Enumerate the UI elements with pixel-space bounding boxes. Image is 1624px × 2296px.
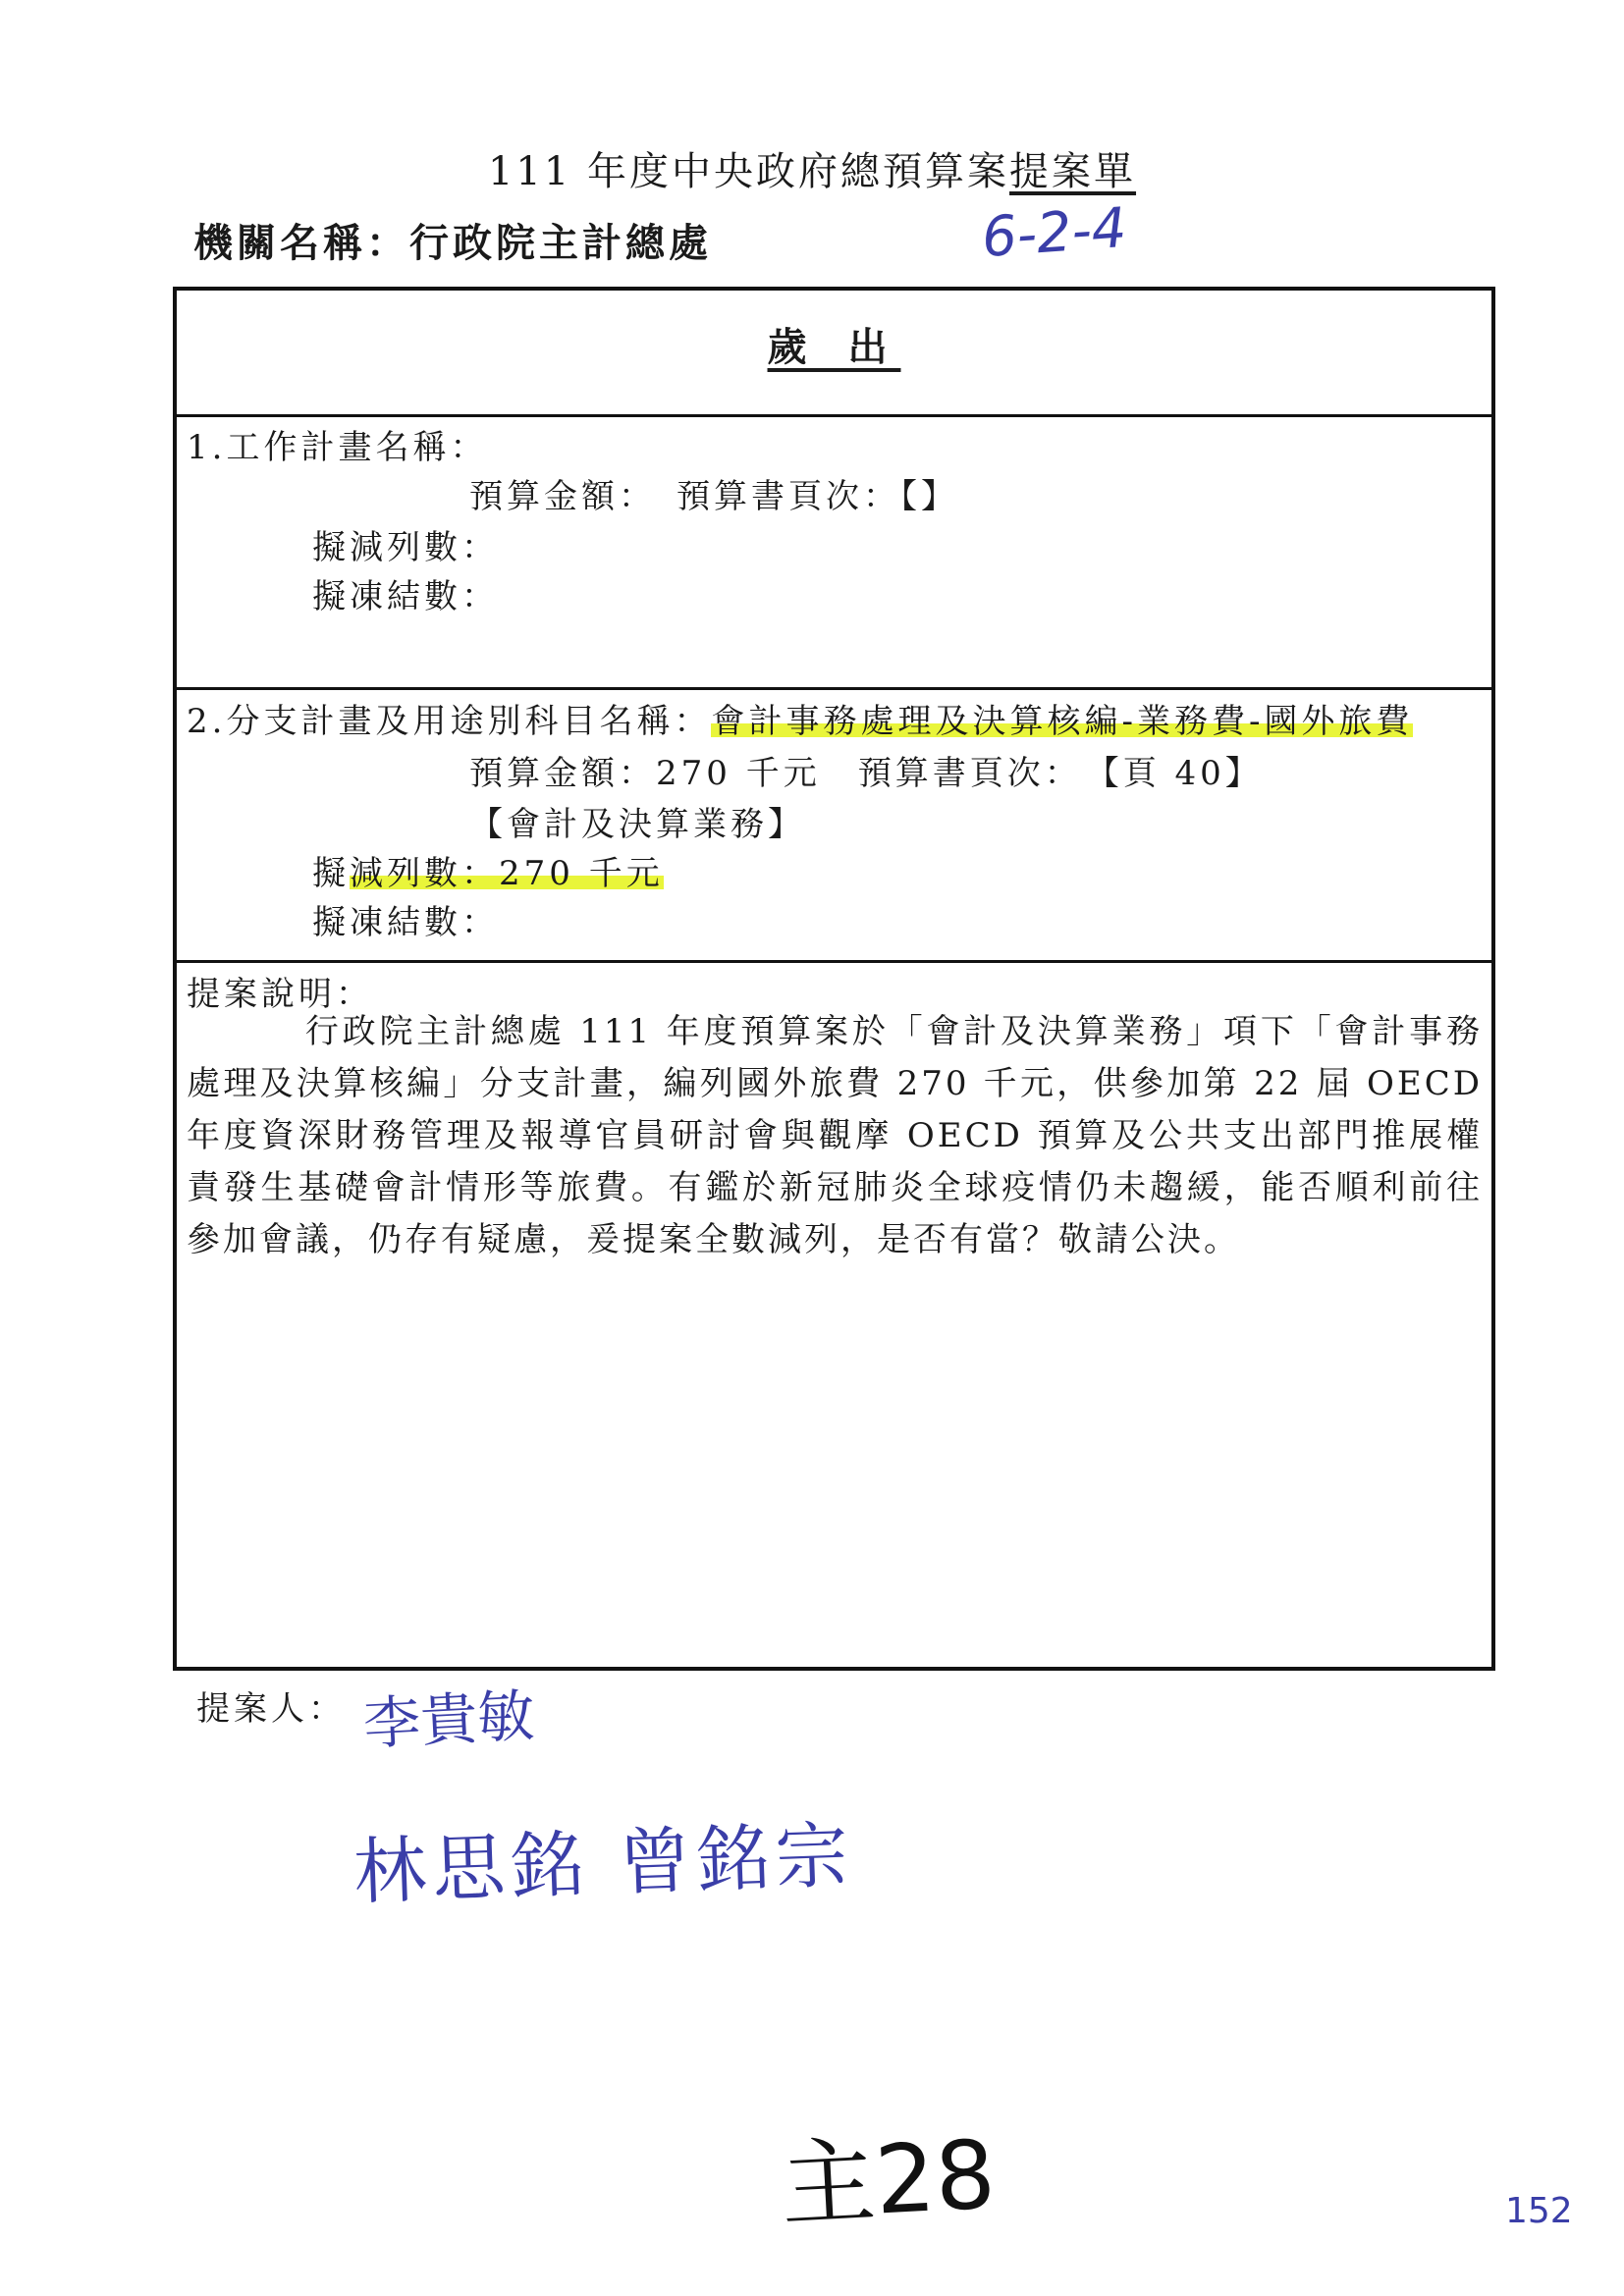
item1-budget-line: 預算金額： 預算書頁次：【】	[469, 477, 958, 516]
proposal-heading: 提案說明：	[187, 975, 373, 1014]
item1-reduce-label: 擬減列數：	[312, 528, 499, 567]
agency-name: 行政院主計總處	[409, 221, 712, 266]
item2-reduce-line	[312, 846, 664, 894]
handwritten-sequence: 主28	[778, 2119, 999, 2241]
signature-2: 林思銘 曾銘宗	[352, 1813, 856, 1915]
proposal-text	[187, 1006, 1483, 1266]
item2-freeze-label: 擬凍結數：	[312, 903, 499, 942]
item2-heading	[187, 694, 1413, 742]
section-title	[173, 316, 1495, 372]
divider-line	[173, 414, 1495, 417]
item2-heading-value: 會計事務處理及決算核編-業務費-國外旅費	[711, 702, 1414, 741]
handwritten-page-number: 152	[1505, 2191, 1573, 2231]
item2-reduce-prefix: 擬	[312, 854, 350, 893]
divider-line	[173, 687, 1495, 690]
signature-1: 李貴敏	[361, 1682, 536, 1758]
section-title-text: 歲 出	[767, 325, 901, 370]
item1-freeze-label: 擬凍結數：	[312, 577, 499, 616]
title-underlined: 提案單	[1009, 149, 1137, 194]
document-title	[0, 140, 1624, 196]
item2-heading-label: 2.分支計畫及用途別科目名稱：	[187, 702, 712, 741]
item1-heading: 1.工作計畫名稱：	[187, 428, 488, 467]
proposal-text-body: 行政院主計總處 111 年度預算案於「會計及決算業務」項下「會計事務處理及決算核編」分支計畫，編列國外旅費 270 千元，供參加第 22 屆 OECD 年度資深財務管理及報導官員研討會與觀摩 OECD 預算及公共支出部門推展權責發生基礎會計情形等旅費。有鑑於新冠肺炎全球疫情仍未趨緩，能否順利前往參加會議，仍存有疑慮，爰提案全數減列，是否有當？敬請公決。	[187, 1012, 1483, 1259]
proposer-label: 提案人：	[196, 1689, 346, 1729]
item2-reduce-value: 減列數：270 千元	[350, 854, 664, 893]
item2-budget-line: 預算金額：270 千元 預算書頁次： 【頁 40】	[469, 754, 1263, 793]
agency-label: 機關名稱：	[193, 221, 409, 266]
handwritten-code: 6-2-4	[979, 195, 1129, 271]
title-prefix: 111 年度中央政府總預算案	[487, 149, 1010, 194]
agency-line	[193, 212, 712, 268]
item2-program: 【會計及決算業務】	[469, 805, 805, 844]
divider-line	[173, 960, 1495, 963]
